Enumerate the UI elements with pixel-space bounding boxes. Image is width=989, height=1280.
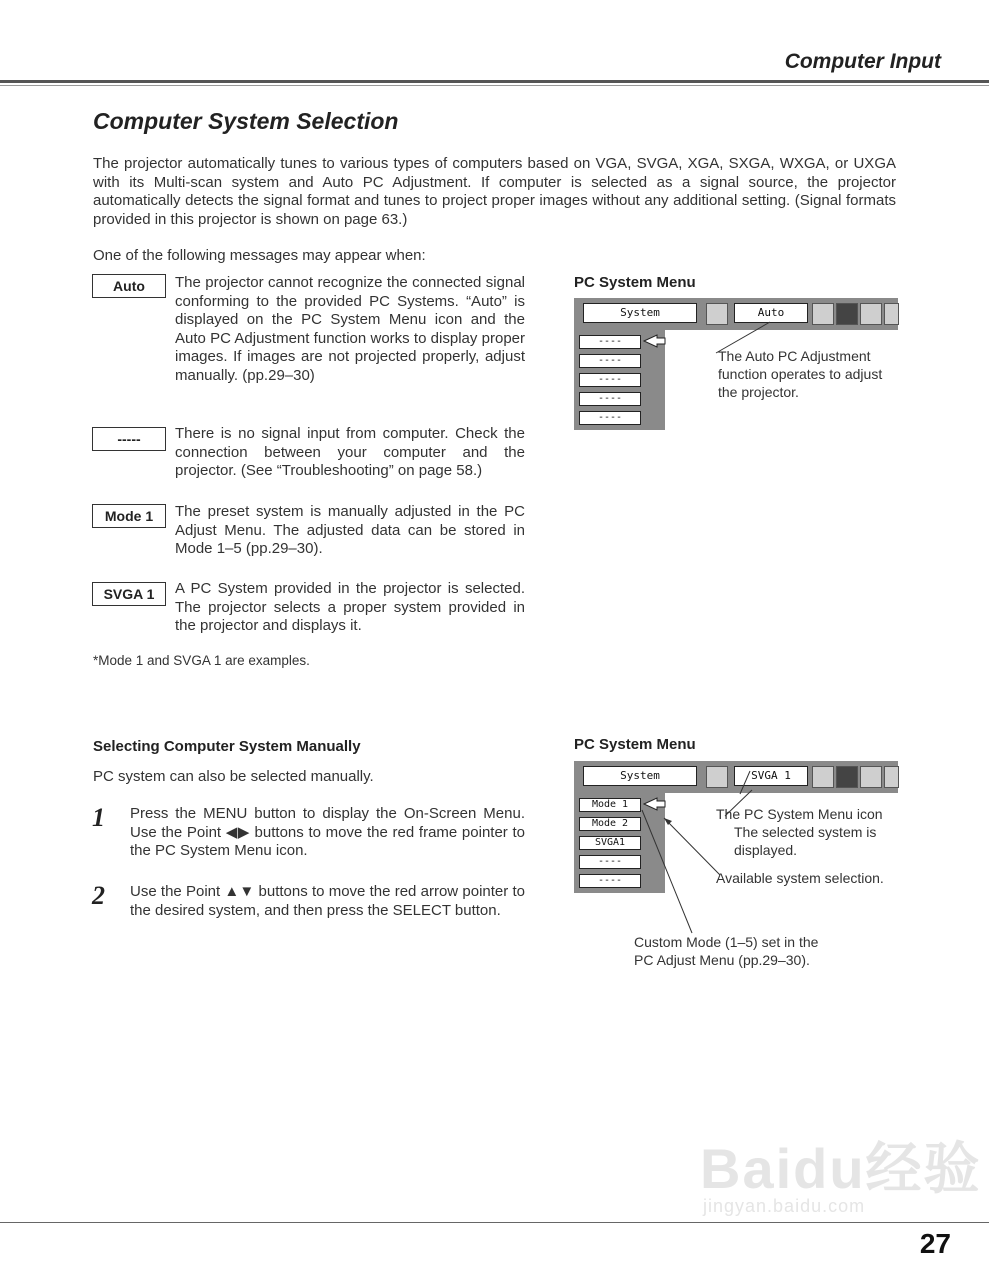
step-text-2: Use the Point ▲▼ buttons to move the red arrow pointer to the desired system, and then press the SELECT button. [130,883,525,919]
menu2-annotation-selected: The selected system is displayed. [734,824,877,858]
header-rule-thin [0,85,989,86]
message-text-nosignal: There is no signal input from computer. Check the connection between your computer and the projector. (See “Troubleshooting” on page 58.) [175,425,525,479]
menu1-system-label: System [583,303,697,323]
menu1-label: PC System Menu [574,274,696,291]
menu2-annotation-custom: Custom Mode (1–5) set in the PC Adjust Menu (pp.29–30). [634,934,819,968]
header-rule [0,80,989,83]
pointer-arrow-icon [644,335,665,347]
pointer-arrow-icon [644,798,665,810]
menu2-value: SVGA 1 [734,766,808,786]
message-text-mode1: The preset system is manually adjusted in the PC Adjust Menu. The adjusted data can be stored in Mode 1–5 (pp.29–30). [175,503,525,557]
manual-lead: PC system can also be selected manually. [93,768,374,785]
intro-paragraph: The projector automatically tunes to various types of computers based on VGA, SVGA, XGA, SXGA, WXGA, or UXGA with its Multi-scan system and Auto PC Adjustment. If computer is selected as a signal source, the projector automatically detects the signal format and tunes to project proper images without any additional setting. (Signal formats provided in this projector is shown on page 63.) [93,155,896,228]
menu2-row: SVGA1 [579,836,641,850]
callout-line-selected [740,771,750,794]
section-title: Computer System Selection [93,108,399,134]
header-section-title: Computer Input [784,50,941,73]
messages-lead: One of the following messages may appear when: [93,247,426,264]
menu1-row: ---- [579,335,641,349]
examples-note: *Mode 1 and SVGA 1 are examples. [93,653,310,668]
menu1-row: ---- [579,411,641,425]
callout-arrowhead [664,818,672,825]
step-number-2: 2 [92,881,105,910]
menu1-row: ---- [579,392,641,406]
watermark-brand: Baidu经验 [700,1137,982,1200]
callout-line-custom [642,810,692,933]
menu2-row: ---- [579,874,641,888]
menu1-value: Auto [734,303,808,323]
message-text-svga1: A PC System provided in the projector is selected. The projector selects a proper system provided in the projector and displays it. [175,580,525,634]
footer-rule [0,1222,989,1223]
menu1-row: ---- [579,354,641,368]
menu2-annotation-available: Available system selection. [716,870,884,886]
page-number: 27 [919,1228,951,1259]
watermark-url: jingyan.baidu.com [703,1196,866,1216]
menu2-annotation-icon: The PC System Menu icon [716,806,883,822]
menu1-row: ---- [579,373,641,387]
menu2-system-label: System [583,766,697,786]
message-tag-auto: Auto [92,274,166,298]
message-tag-mode1: Mode 1 [92,504,166,528]
step-text-1: Press the MENU button to display the On-Screen Menu. Use the Point ◀▶ buttons to move the red frame pointer to the PC System Menu icon. [130,805,525,859]
menu2-row: Mode 1 [579,798,641,812]
menu2-label: PC System Menu [574,736,696,753]
message-tag-svga1: SVGA 1 [92,582,166,606]
manual-title: Selecting Computer System Manually [93,738,361,755]
menu2-row: ---- [579,855,641,869]
menu1-annotation: The Auto PC Adjustment function operates to adjust the projector. [718,348,883,400]
callout-line-available [664,818,720,875]
message-tag-nosignal: ----- [92,427,166,451]
menu2-row: Mode 2 [579,817,641,831]
step-number-1: 1 [92,803,105,832]
message-text-auto: The projector cannot recognize the connected signal conforming to the provided PC Systems. “Auto” is displayed on the PC System Menu icon and the Auto PC Adjustment function works to display proper images. If images are not projected properly, adjust manually. (pp.29–30) [175,274,525,384]
